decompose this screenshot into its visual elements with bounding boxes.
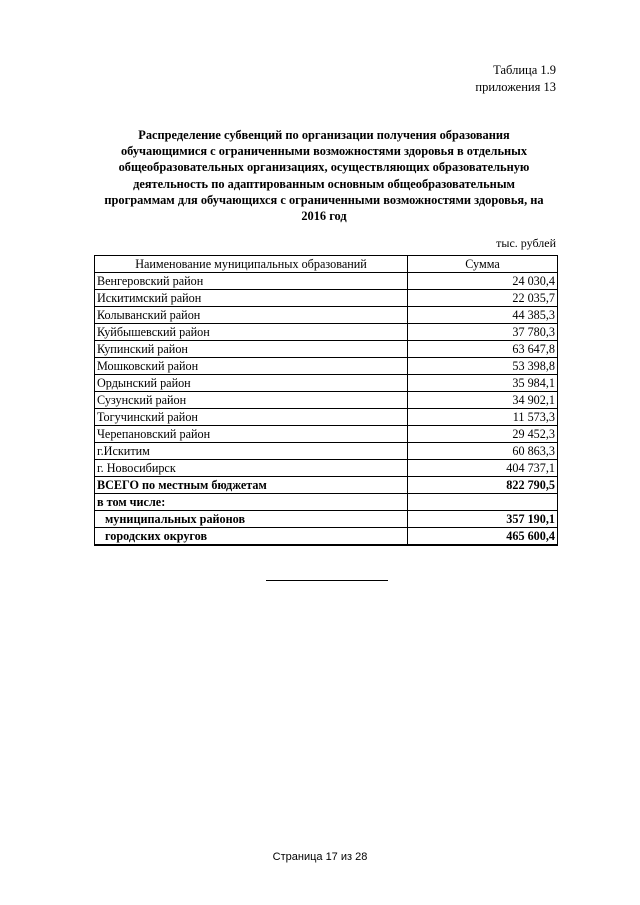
unit-label: тыс. рублей [496, 236, 556, 250]
table-row [95, 307, 558, 324]
amount-cell: 11 573,3 [408, 409, 558, 426]
title-line: обучающимися с ограниченными возможностями здоровья в отдельных [120, 144, 528, 159]
municipality-name: Сузунский район [95, 392, 408, 409]
table-reference [475, 62, 556, 96]
amount-cell: 22 035,7 [408, 290, 558, 307]
total-amount: 822 790,5 [408, 477, 558, 494]
amount-cell: 44 385,3 [408, 307, 558, 324]
including-label: в том числе: [95, 494, 408, 511]
including-amount [408, 494, 558, 511]
amount-cell: 53 398,8 [408, 358, 558, 375]
amount-cell: 34 902,1 [408, 392, 558, 409]
including-row [95, 494, 558, 511]
municipality-name: Ордынский район [95, 375, 408, 392]
document-title [92, 127, 556, 224]
amount-cell: 35 984,1 [408, 375, 558, 392]
table-row [95, 324, 558, 341]
table-row [95, 375, 558, 392]
title-line: Распределение субвенций по организации получения образования [138, 128, 510, 142]
urban-districts-label: городских округов [95, 528, 408, 546]
amount-cell: 404 737,1 [408, 460, 558, 477]
municipality-name: Венгеровский район [95, 273, 408, 290]
urban-districts-row [95, 528, 558, 546]
municipal-districts-label: муниципальных районов [95, 511, 408, 528]
table-row [95, 460, 558, 477]
title-line: программам для обучающихся с ограниченными возможностями здоровья, на [104, 192, 544, 207]
table-row [95, 358, 558, 375]
municipality-name: Колыванский район [95, 307, 408, 324]
subsidy-table [94, 255, 558, 546]
separator-line [266, 580, 388, 581]
title-line: деятельность по адаптированным основным общеобразовательным [133, 176, 515, 191]
table-row [95, 341, 558, 358]
municipal-districts-amount: 357 190,1 [408, 511, 558, 528]
municipality-name: Куйбышевский район [95, 324, 408, 341]
appendix-number: приложения 13 [475, 80, 556, 94]
table-row [95, 426, 558, 443]
municipality-name: Мошковский район [95, 358, 408, 375]
municipality-name: Тогучинский район [95, 409, 408, 426]
table-header-row [95, 256, 558, 273]
municipality-name: Черепановский район [95, 426, 408, 443]
table-row [95, 409, 558, 426]
municipality-name: г.Искитим [95, 443, 408, 460]
municipality-name: Искитимский район [95, 290, 408, 307]
amount-cell: 24 030,4 [408, 273, 558, 290]
municipal-districts-row [95, 511, 558, 528]
table-row [95, 290, 558, 307]
table-number: Таблица 1.9 [493, 63, 556, 77]
amount-cell: 60 863,3 [408, 443, 558, 460]
municipality-name: Купинский район [95, 341, 408, 358]
amount-cell: 29 452,3 [408, 426, 558, 443]
table-row [95, 443, 558, 460]
title-line: 2016 год [301, 209, 347, 224]
page-number: Страница 17 из 28 [272, 851, 368, 863]
municipality-name: г. Новосибирск [95, 460, 408, 477]
amount-cell: 63 647,8 [408, 341, 558, 358]
urban-districts-amount: 465 600,4 [408, 528, 558, 546]
table-row [95, 392, 558, 409]
total-row [95, 477, 558, 494]
table-row [95, 273, 558, 290]
title-line: общеобразовательных организациях, осуществляющих образовательную [118, 160, 530, 175]
column-header-sum: Сумма [408, 256, 558, 273]
amount-cell: 37 780,3 [408, 324, 558, 341]
total-label: ВСЕГО по местным бюджетам [95, 477, 408, 494]
column-header-name: Наименование муниципальных образований [95, 256, 408, 273]
